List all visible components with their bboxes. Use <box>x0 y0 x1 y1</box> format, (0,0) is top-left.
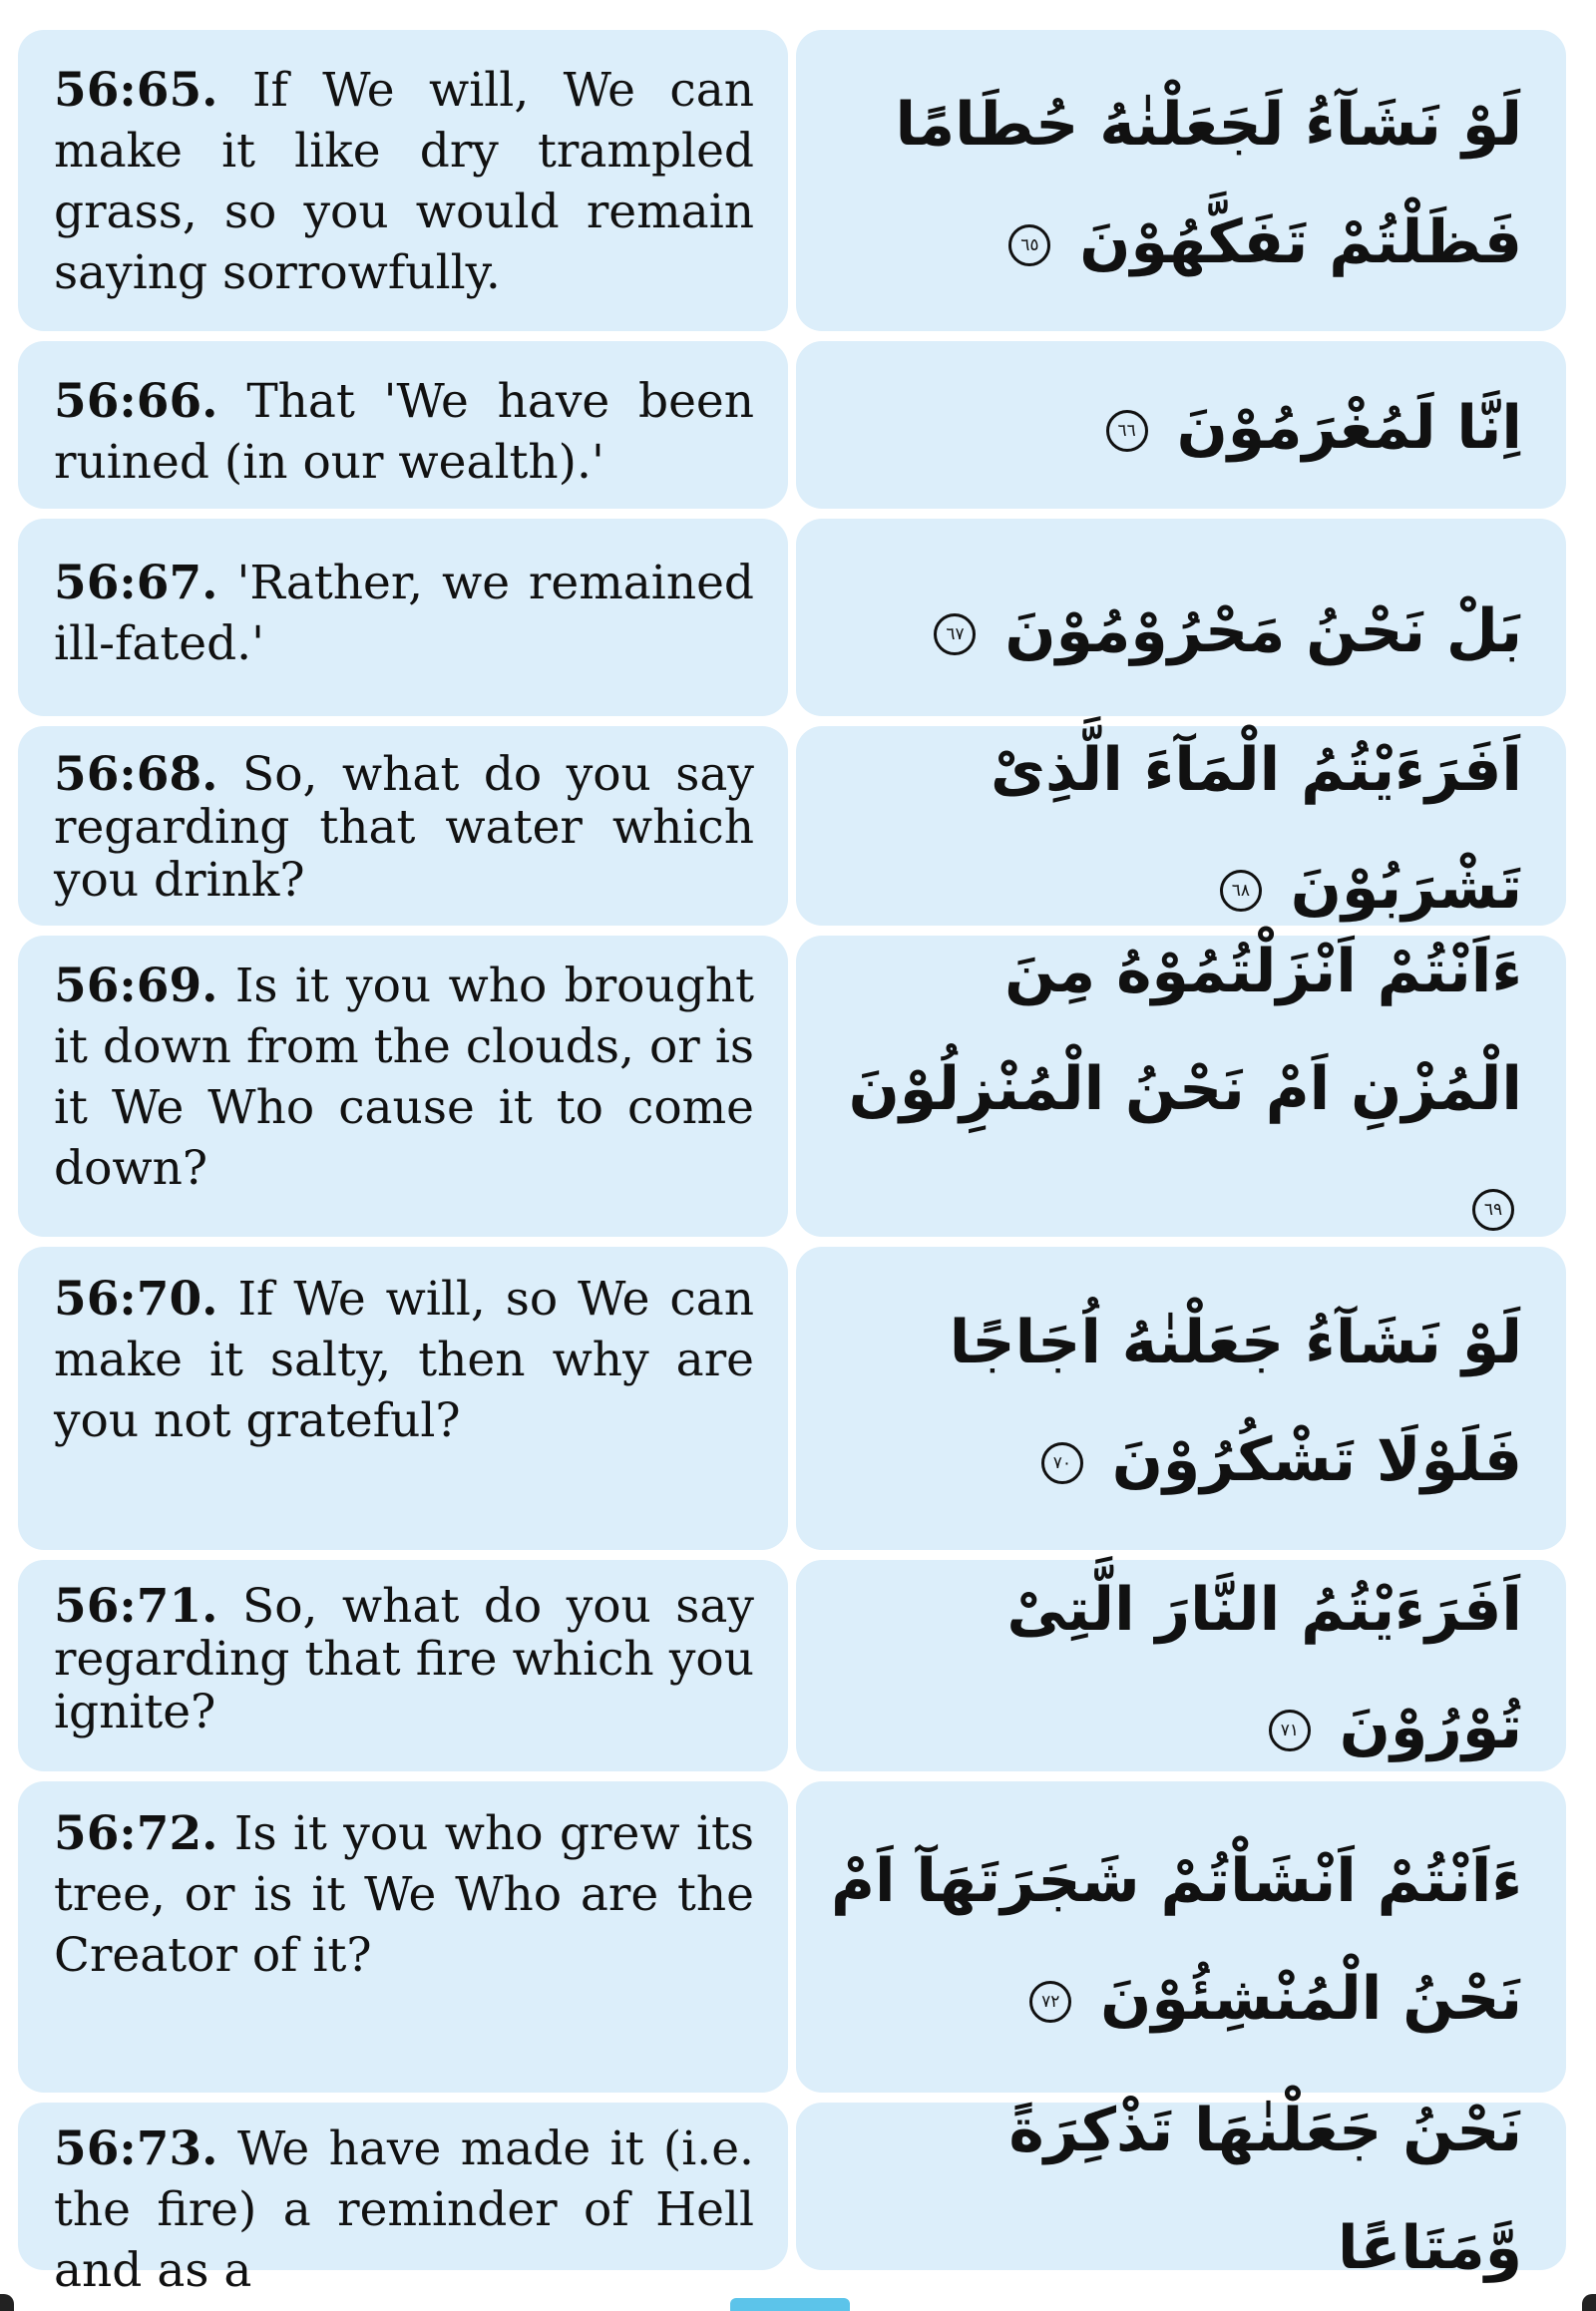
verse-row <box>18 726 1566 926</box>
arabic-cell <box>796 726 1566 926</box>
translation-text: If We will, so We can make it salty, then why are you not grateful? <box>54 1272 754 1448</box>
page-tab-indicator <box>730 2298 850 2311</box>
verse-reference: 56:72. <box>54 1806 218 1861</box>
translation-cell <box>18 30 788 331</box>
translation-text: So, what do you say regarding that water which you drink? <box>54 747 754 908</box>
translation-cell <box>18 1247 788 1550</box>
arabic-cell <box>796 1781 1566 2093</box>
arabic-text: اِنَّا لَمُغْرَمُوْنَ <box>1176 393 1522 463</box>
arabic-text: ءَاَنْتُمْ اَنْشَاْتُمْ شَجَرَتَهَآ اَمْ نَحْنُ الْمُنْشِئُوْنَ <box>830 1846 1522 2034</box>
translation-text: If We will, We can make it like dry trampled grass, so you would remain saying sorrowfully. <box>54 63 754 300</box>
translation-cell <box>18 2103 788 2298</box>
translation-cell <box>18 1781 788 2093</box>
translation-cell <box>18 726 788 926</box>
translation-cell <box>18 1560 788 1771</box>
verse-reference: 56:71. <box>54 1579 218 1634</box>
ayah-number-marker: ٧١ <box>1269 1710 1311 1751</box>
ayah-number-marker: ٦٥ <box>1008 224 1050 266</box>
arabic-cell <box>796 936 1566 1237</box>
verse-row <box>18 1247 1566 1550</box>
arabic-cell <box>796 341 1566 509</box>
verse-list <box>18 30 1566 2298</box>
arabic-text: ءَاَنْتُمْ اَنْزَلْتُمُوْهُ مِنَ الْمُزْنِ اَمْ نَحْنُ الْمُنْزِلُوْنَ <box>848 937 1522 1124</box>
arabic-text: نَحْنُ جَعَلْنٰهَا تَذْكِرَةً وَّمَتَاعًا <box>1008 2096 1522 2283</box>
translation-cell <box>18 341 788 509</box>
ayah-number-marker: ٦٨ <box>1220 870 1262 912</box>
ayah-number-marker: ٦٧ <box>934 613 976 655</box>
translation-text: Is it you who brought it down from the clouds, or is it We Who cause it to come down? <box>54 959 754 1196</box>
translation-cell <box>18 519 788 716</box>
ayah-number-marker: ٧٢ <box>1029 1981 1071 2023</box>
verse-row <box>18 936 1566 1237</box>
translation-cell <box>18 936 788 1237</box>
arabic-cell <box>796 1560 1566 1771</box>
arabic-text: اَفَرَءَيْتُمُ النَّارَ الَّتِیْ تُوْرُوْنَ <box>1006 1575 1522 1762</box>
arabic-cell <box>796 2096 1566 2283</box>
translation-text: We have made it (i.e. the fire) a reminder of Hell and as a <box>54 2121 754 2298</box>
arabic-cell <box>796 1247 1566 1550</box>
arabic-cell <box>796 519 1566 716</box>
arabic-text: بَلْ نَحْنُ مَحْرُوْمُوْنَ <box>1004 596 1522 666</box>
ayah-number-marker: ٧٠ <box>1041 1442 1083 1484</box>
verse-reference: 56:66. <box>54 374 218 429</box>
verse-reference: 56:69. <box>54 959 218 1013</box>
arabic-cell <box>796 30 1566 331</box>
verse-reference: 56:70. <box>54 1272 218 1327</box>
arabic-text: لَوْ نَشَآءُ جَعَلْنٰهُ اُجَاجًا فَلَوْلَا تَشْكُرُوْنَ <box>949 1308 1522 1495</box>
translation-text: So, what do you say regarding that fire which you ignite? <box>54 1579 754 1739</box>
verse-row <box>18 341 1566 509</box>
verse-reference: 56:68. <box>54 747 218 802</box>
page-corner-right <box>1582 2294 1596 2311</box>
ayah-number-marker: ٦٩ <box>1472 1189 1514 1231</box>
ayah-number-marker: ٦٦ <box>1106 410 1148 452</box>
translation-text: 'Rather, we remained ill-fated.' <box>54 556 754 671</box>
verse-reference: 56:67. <box>54 556 218 610</box>
translation-text: Is it you who grew its tree, or is it We Who are the Creator of it? <box>54 1806 754 1983</box>
verse-row <box>18 30 1566 331</box>
verse-row <box>18 1560 1566 1771</box>
verse-reference: 56:65. <box>54 63 218 118</box>
translation-text: That 'We have been ruined (in our wealth).' <box>54 374 754 490</box>
arabic-text: لَوْ نَشَآءُ لَجَعَلْنٰهُ حُطَامًا فَظَلْتُمْ تَفَكَّهُوْنَ <box>895 90 1522 277</box>
verse-row <box>18 519 1566 716</box>
verse-row <box>18 1781 1566 2093</box>
verse-row <box>18 2096 1566 2298</box>
page-corner-left <box>0 2294 14 2311</box>
verse-reference: 56:73. <box>54 2121 218 2176</box>
arabic-text: اَفَرَءَيْتُمُ الْمَآءَ الَّذِیْ تَشْرَبُوْنَ <box>991 735 1522 923</box>
